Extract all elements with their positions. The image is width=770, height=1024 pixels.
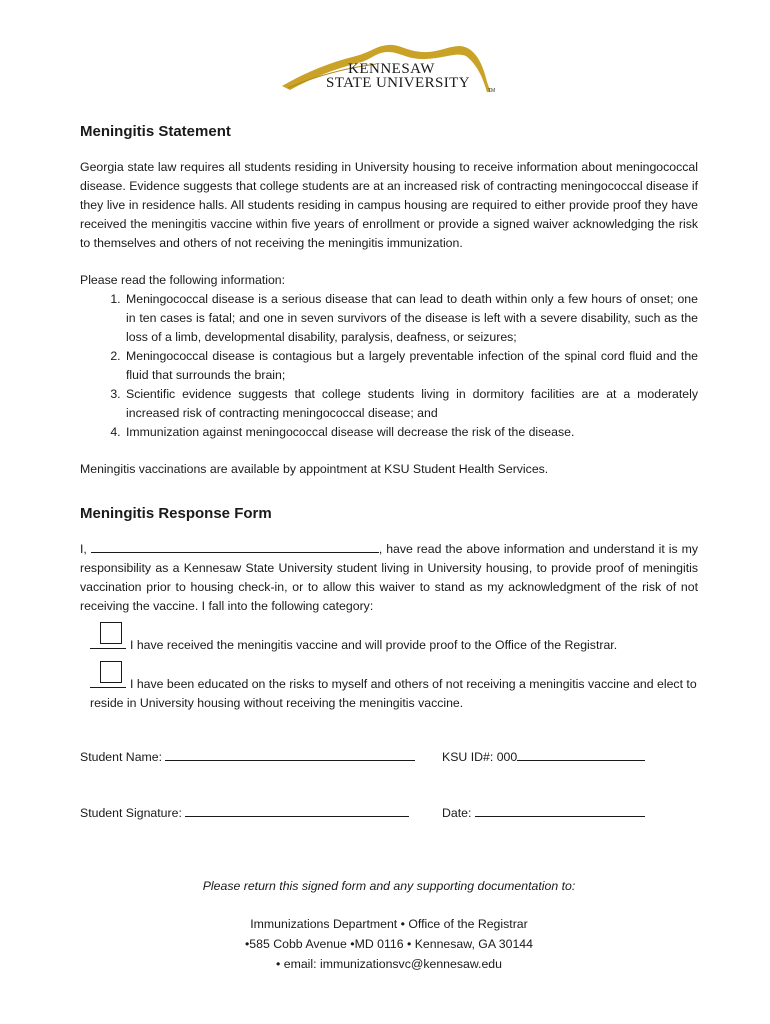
option-vaccinated bbox=[80, 636, 698, 655]
ksu-id-label: KSU ID#: bbox=[442, 750, 494, 764]
info-list-item: 3. Scientific evidence suggests that college students living in dormitory facilities are at a moderately increased risk of contracting meningococcal disease; and bbox=[124, 385, 698, 423]
logo-text-state-university: STATE UNIVERSITY bbox=[326, 75, 470, 91]
logo-text-kennesaw: KENNESAW bbox=[348, 61, 435, 77]
form-title: Meningitis Response Form bbox=[80, 505, 272, 522]
signature-input[interactable] bbox=[185, 804, 409, 817]
student-name-label: Student Name: bbox=[80, 750, 163, 764]
document-body bbox=[80, 120, 698, 868]
signature-label: Student Signature: bbox=[80, 806, 182, 820]
signature-field bbox=[80, 804, 409, 820]
option-waiver bbox=[80, 675, 698, 713]
option-vaccinated-label: I have received the meningitis vaccine and will provide proof to the Office of the Registrar. bbox=[130, 638, 618, 652]
form-intro-prefix: I, bbox=[80, 542, 87, 556]
info-list-item: 1. Meningococcal disease is a serious disease that can lead to death within only a few hours of onset; one in ten cases is fatal; and one in seven survivors of the disease is left with a severe disability, such as the loss of a limb, developmental disability, paralysis, deafness, or seizures; bbox=[124, 290, 698, 347]
footer-line-email: • email: immunizationsvc@kennesaw.edu bbox=[276, 957, 502, 971]
ksu-id-prefix: 000 bbox=[496, 750, 518, 764]
footer-line-department: Immunizations Department • Office of the Registrar bbox=[250, 917, 528, 931]
student-name-input[interactable] bbox=[165, 748, 415, 761]
return-note: Please return this signed form and any supporting documentation to: bbox=[202, 879, 576, 893]
option-waiver-label: I have been educated on the risks to myself and others of not receiving a meningitis vaccine and elect to reside in University housing without receiving the meningitis vaccine. bbox=[90, 677, 697, 710]
info-list-item: 2. Meningococcal disease is contagious but a largely preventable infection of the spinal cord fluid and the fluid that surrounds the brain; bbox=[124, 347, 698, 385]
date-label: Date: bbox=[442, 806, 472, 820]
footer bbox=[80, 876, 698, 974]
student-name-field bbox=[80, 748, 415, 764]
logo-trademark: TM bbox=[488, 88, 496, 94]
footer-line-address: •585 Cobb Avenue •MD 0116 • Kennesaw, GA 30144 bbox=[245, 937, 533, 951]
name-blank-line[interactable] bbox=[91, 540, 379, 553]
read-intro: Please read the following information: bbox=[80, 273, 286, 287]
info-list bbox=[80, 290, 698, 442]
form-intro bbox=[80, 540, 698, 616]
form-intro-text: , have read the above information and understand it is my responsibility as a Kennesaw State University student living in University housing, to provide proof of meningitis vaccination prior to housing check-in, or to allow this waiver to stand as my acknowledgment of the risk of not receiving the vaccine. I fall into the following category: bbox=[80, 542, 698, 613]
vaccinated-checkbox[interactable] bbox=[100, 622, 122, 644]
vaccination-note: Meningitis vaccinations are available by appointment at KSU Student Health Services. bbox=[80, 462, 549, 476]
date-input[interactable] bbox=[475, 804, 645, 817]
statement-title: Meningitis Statement bbox=[80, 123, 231, 140]
ksu-id-field bbox=[442, 748, 645, 764]
signature-fields bbox=[80, 748, 698, 868]
waiver-checkbox[interactable] bbox=[100, 661, 122, 683]
ksu-id-input[interactable] bbox=[517, 748, 645, 761]
date-field bbox=[442, 804, 645, 820]
info-list-item: 4. Immunization against meningococcal disease will decrease the risk of the disease. bbox=[124, 423, 698, 442]
statement-paragraph: Georgia state law requires all students residing in University housing to receive information about meningococcal disease. Evidence suggests that college students are at an increased risk of contracting meningococcal disease if they live in residence halls. All students residing in campus housing are required to either provide proof they have received the meningitis vaccine within five years of enrollment or provide a signed waiver acknowledging the risk to themselves and others of not receiving the meningitis immunization. bbox=[80, 160, 698, 250]
ksu-logo bbox=[276, 42, 498, 98]
